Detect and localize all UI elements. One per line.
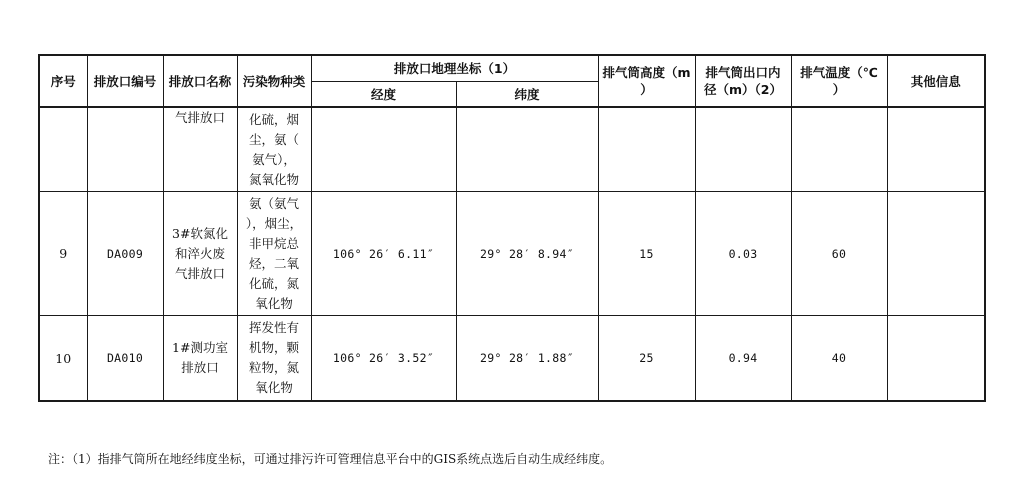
- cell-code: DA009: [87, 192, 163, 316]
- cell-latitude: 29° 28′ 8.94″: [456, 192, 598, 316]
- cell-pollutants: [237, 107, 311, 192]
- cell-name: [163, 192, 237, 316]
- cell-temp: 40: [791, 316, 887, 402]
- cell-code: [87, 107, 163, 192]
- header-outlet-name: 排放口名称: [163, 55, 237, 107]
- cell-name-line: 和淬火废: [174, 245, 225, 261]
- cell-name-line: 气排放口: [174, 110, 225, 125]
- cell-code: DA010: [87, 316, 163, 402]
- cell-name-line: 排放口: [181, 360, 219, 375]
- header-pollutant-type: 污染物种类: [237, 55, 311, 107]
- table-row: [39, 107, 985, 192]
- outlet-table: [38, 54, 986, 402]
- cell-seq: 9: [39, 192, 87, 316]
- cell-pollutant-line: 机物，颗: [248, 340, 299, 355]
- header-stack-diameter: [695, 55, 791, 107]
- cell-pollutant-line: 氧化物: [255, 380, 293, 395]
- cell-pollutant-line: 化硫，氮: [248, 275, 299, 291]
- cell-name: [163, 107, 237, 192]
- cell-name-line: 气排放口: [174, 265, 225, 281]
- header-stack-height-line: 排气筒高度（m: [602, 65, 691, 80]
- header-stack-diameter-line: 径（m）（2）: [704, 82, 782, 97]
- cell-latitude: [456, 107, 598, 192]
- cell-diameter: 0.03: [695, 192, 791, 316]
- cell-temp: 60: [791, 192, 887, 316]
- cell-height: 15: [598, 192, 695, 316]
- cell-pollutant-line: 氧化物: [255, 295, 293, 311]
- cell-other: [887, 192, 985, 316]
- cell-pollutants: [237, 192, 311, 316]
- cell-seq: [39, 107, 87, 192]
- header-other-info: 其他信息: [887, 55, 985, 107]
- header-stack-height-line: ）: [640, 82, 653, 97]
- cell-pollutant-line: 化硫，烟: [248, 111, 299, 127]
- header-stack-height: [598, 55, 695, 107]
- header-longitude: 经度: [311, 82, 456, 108]
- cell-pollutant-line: 氮氧化物: [248, 171, 299, 187]
- header-exhaust-temp: [791, 55, 887, 107]
- cell-longitude: 106° 26′ 6.11″: [311, 192, 456, 316]
- cell-height: [598, 107, 695, 192]
- header-seq: 序号: [39, 55, 87, 107]
- cell-diameter: [695, 107, 791, 192]
- cell-name-line: 1#测功室: [172, 340, 228, 355]
- cell-diameter: 0.94: [695, 316, 791, 402]
- header-outlet-code: 排放口编号: [87, 55, 163, 107]
- cell-height: 25: [598, 316, 695, 402]
- cell-pollutant-line: 氨（氨气: [248, 195, 299, 211]
- cell-name-line: 3#软氮化: [172, 225, 228, 241]
- footnote: 注：（1）指排气筒所在地经纬度坐标，可通过排污许可管理信息平台中的GIS系统点选后自动生成经纬度。: [48, 452, 613, 466]
- header-exhaust-temp-line: ）: [832, 82, 846, 97]
- header-exhaust-temp-line: 排气温度（℃: [800, 65, 878, 80]
- cell-pollutant-line: 烃，二氧: [248, 255, 299, 271]
- header-geo-coord: 排放口地理坐标（1）: [311, 55, 598, 82]
- cell-pollutant-line: 挥发性有: [248, 320, 299, 335]
- cell-temp: [791, 107, 887, 192]
- cell-longitude: 106° 26′ 3.52″: [311, 316, 456, 402]
- table-row: [39, 316, 985, 402]
- cell-name: [163, 316, 237, 402]
- cell-pollutant-line: 非甲烷总: [248, 235, 299, 251]
- cell-pollutant-line: 氨气），: [252, 151, 296, 167]
- cell-pollutant-line: 粒物，氮: [248, 360, 299, 375]
- cell-latitude: 29° 28′ 1.88″: [456, 316, 598, 402]
- header-stack-diameter-line: 排气筒出口内: [705, 65, 781, 80]
- header-latitude: 纬度: [456, 82, 598, 108]
- cell-other: [887, 107, 985, 192]
- table-row: [39, 192, 985, 316]
- cell-pollutant-line: ），烟尘，: [245, 215, 303, 231]
- cell-pollutant-line: 尘，氨（: [248, 131, 299, 147]
- cell-seq: 10: [39, 316, 87, 402]
- cell-longitude: [311, 107, 456, 192]
- cell-pollutants: [237, 316, 311, 402]
- cell-other: [887, 316, 985, 402]
